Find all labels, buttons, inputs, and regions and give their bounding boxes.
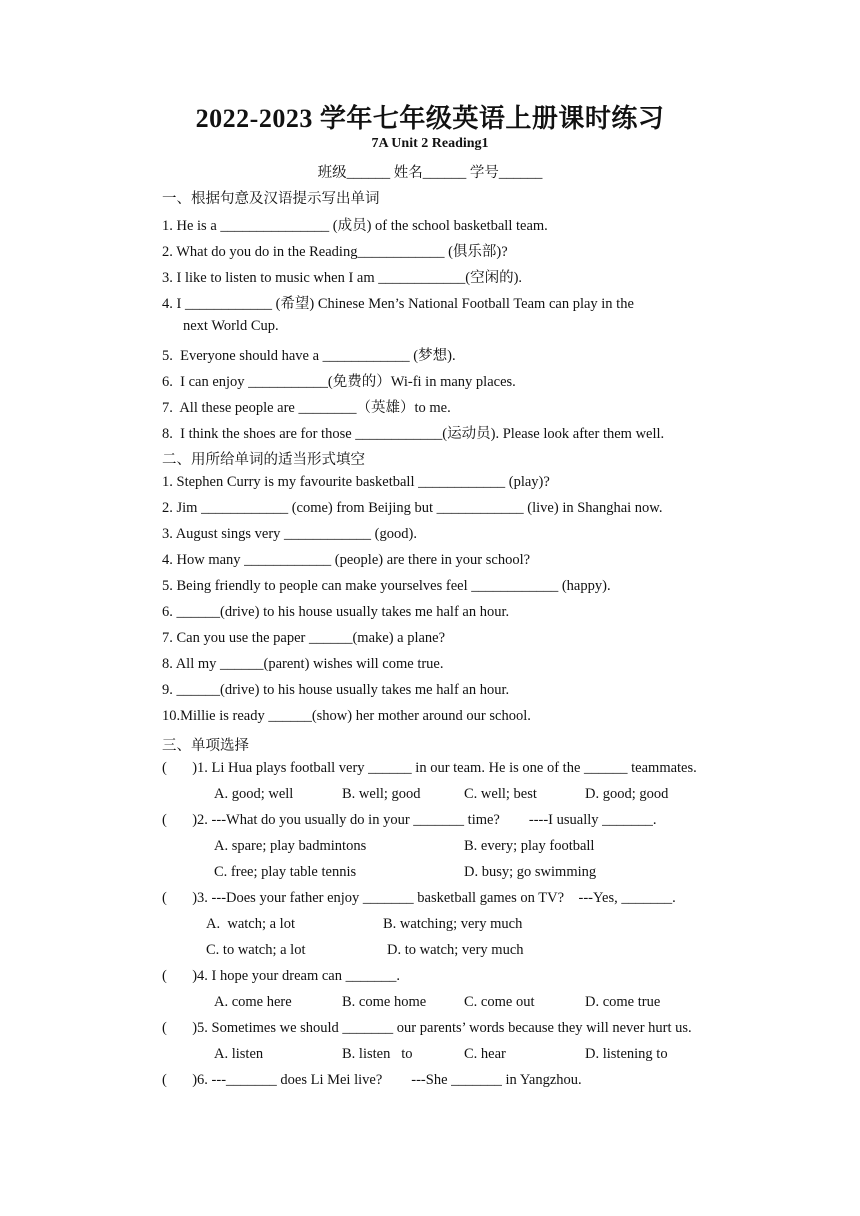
option-a: A. come here: [214, 994, 292, 1010]
section2-item: 8. All my ______(parent) wishes will come true.: [162, 656, 444, 672]
unit-subtitle: 7A Unit 2 Reading1: [371, 136, 489, 151]
section1-item: 4. I ____________ (希望) Chinese Men’s National Football Team can play in the: [162, 296, 634, 312]
section2-item: 7. Can you use the paper ______(make) a plane?: [162, 630, 446, 646]
option-c: C. come out: [464, 994, 535, 1010]
section2-item: 3. August sings very ____________ (good).: [162, 526, 417, 542]
section1-heading: 一、根据句意及汉语提示写出单词: [162, 191, 380, 207]
option-b: B. watching; very much: [383, 916, 523, 932]
option-c: C. to watch; a lot: [206, 942, 306, 958]
section1-item: 5. Everyone should have a ____________ (梦想).: [162, 348, 456, 364]
section2-item: 1. Stephen Curry is my favourite basketball ____________ (play)?: [162, 474, 550, 490]
option-b: B. listen to: [342, 1046, 413, 1062]
option-d: D. to watch; very much: [387, 942, 524, 958]
option-a: A. listen: [214, 1046, 264, 1062]
question-5: ( )5. Sometimes we should _______ our parents’ words because they will never hurt us.: [162, 1020, 692, 1036]
question-1: ( )1. Li Hua plays football very ______ in our team. He is one of the ______ teammates.: [162, 760, 697, 776]
section1-item: 6. I can enjoy ___________(免费的）Wi-fi in many places.: [162, 374, 516, 390]
section1-item: 3. I like to listen to music when I am ____________(空闲的).: [162, 270, 523, 286]
question-4: ( )4. I hope your dream can _______.: [162, 968, 400, 984]
option-d: D. come true: [585, 994, 661, 1010]
section2-item: 10.Millie is ready ______(show) her mother around our school.: [162, 708, 531, 724]
option-c: C. well; best: [464, 786, 537, 802]
section2-item: 5. Being friendly to people can make yourselves feel ____________ (happy).: [162, 578, 611, 594]
question-6: ( )6. ---_______ does Li Mei live? ---She _______ in Yangzhou.: [162, 1072, 582, 1088]
option-d: D. busy; go swimming: [464, 864, 597, 880]
section1-item: 2. What do you do in the Reading____________ (俱乐部)?: [162, 244, 508, 260]
section2-item: 9. ______(drive) to his house usually takes me half an hour.: [162, 682, 510, 698]
question-2: ( )2. ---What do you usually do in your _______ time? ----I usually _______.: [162, 812, 657, 828]
option-b: B. every; play football: [464, 838, 595, 854]
option-d: D. good; good: [585, 786, 669, 802]
option-a: A. spare; play badmintons: [214, 838, 367, 854]
section1-item: 8. I think the shoes are for those ____________(运动员). Please look after them well.: [162, 426, 665, 442]
section1-item: 1. He is a _______________ (成员) of the school basketball team.: [162, 218, 548, 234]
option-d: D. listening to: [585, 1046, 668, 1062]
section1-item: 7. All these people are ________（英雄）to me.: [162, 400, 451, 416]
option-b: B. come home: [342, 994, 427, 1010]
option-b: B. well; good: [342, 786, 421, 802]
page-title: 2022-2023 学年七年级英语上册课时练习: [195, 104, 665, 133]
section2-item: 6. ______(drive) to his house usually takes me half an hour.: [162, 604, 510, 620]
section2-item: 4. How many ____________ (people) are there in your school?: [162, 552, 531, 568]
option-c: C. hear: [464, 1046, 506, 1062]
option-a: A. good; well: [214, 786, 294, 802]
question-3: ( )3. ---Does your father enjoy _______ basketball games on TV? ---Yes, _______.: [162, 890, 676, 906]
section2-item: 2. Jim ____________ (come) from Beijing but ____________ (live) in Shanghai now.: [162, 500, 663, 516]
option-a: A. watch; a lot: [206, 916, 295, 932]
option-c: C. free; play table tennis: [214, 864, 357, 880]
section3-heading: 三、单项选择: [162, 738, 249, 754]
section2-heading: 二、用所给单词的适当形式填空: [162, 452, 365, 468]
section1-item-continuation: next World Cup.: [183, 318, 279, 334]
student-info-line: 班级______ 姓名______ 学号______: [317, 165, 543, 181]
